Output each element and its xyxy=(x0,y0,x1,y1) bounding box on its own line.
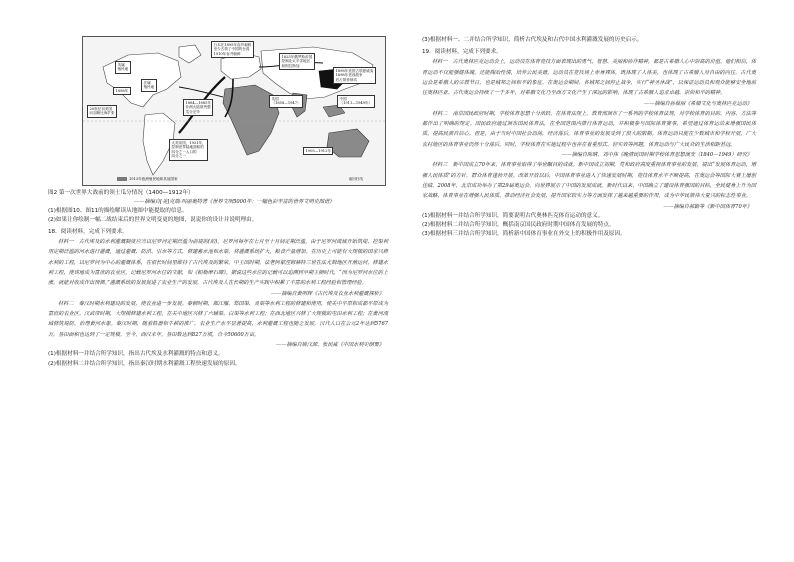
figure-caption: 图2 第一次世界大战前的领土瓜分情况（1400—1912年） xyxy=(48,190,194,196)
africa-note: 1884—1885年 非洲大陆被列强 瓜分完毕 xyxy=(183,99,213,116)
legend-swatch xyxy=(117,177,127,181)
legend-label: 1913年欧洲殖民地和其他国家 xyxy=(129,177,178,181)
empire-note: 大英帝国，1921年， 控制世界陆地面积的 四分之一人口的 四分之一 xyxy=(169,139,208,161)
q19-material-2: 材料二 南京国民政府时期，学校体育思想十分活跃，在体育法规上，教育部颁布了一系列的学校体育法规，对学校体育的目的、内容、方法等都作出了明确的规定。国民政府通过颁布国民体育法，在全国范围内推行体育运动，并积极参与国际体育赛事，希望通过体育运动来增强国民体质，提高民族自信心。但是，由于当时中国社会动荡，经济落后，体育事业的发展受到了很大的限制。体育运动只能在少数城市和学校开展，广大农村地区的体育事业仍然十分落后。同时，学校体育在实施过程中也存在着重形式、轻实效等问题，体育运动与广大民众的生活相距甚远。 xyxy=(422,110,756,148)
figure-source: ——摘编自[美]克瑞·玛丽奥特著《世界文明5000年：一幅色彩丰富的世界文明史图谱》 xyxy=(134,199,335,205)
question-18-heading: 18．阅读材料，完成下列要求。 xyxy=(48,228,128,235)
question-19-2: (2)根据材料二并结合所学知识，概括南京国民政府时期中国体育发展的特点。 xyxy=(422,222,615,229)
tropic-label: 南回归线 xyxy=(348,177,363,181)
french-colony-label: 法属 殖民地 xyxy=(141,79,157,92)
us-note: 1898年美国占领夏威夷 1898年美西战争 后占领菲律宾 xyxy=(333,67,376,84)
question-19-3: (3)根据材料三并结合所学知识，简析新中国体育事业在外交上的积极作用及原因。 xyxy=(422,231,626,238)
world-map-figure xyxy=(82,36,386,186)
q19-material-1: 材料一 古代奥林匹克运动会上，运动员在体育竞技方面表现出的勇气、智慧、美丽和协作精神，都是古希腊人心中崇高的价值。他们相信，体育运动不仅能强健体魄，还能陶冶性情，培养公民美德。运动员在竞技场上赤身裸体，既体现了人体美，也体现了古希腊人对自由的向往。古代奥运会是希腊人的宗教节日，也是城邦之间和平的象征。在奥运会期间，各城邦之间停止战争，实行“神圣休战”，以保证运动员和观众能够安全地前往奥林匹亚。古代奥运会持续了一千多年，对希腊文化乃至西方文化产生了深远的影响，体现了古希腊人追求卓越、崇尚和平的精神。 xyxy=(422,59,756,97)
world-map-graphic xyxy=(83,37,385,185)
q18-material-1-source: ——摘编自黄明辉《古代埃及农业水利灌溉探析》 xyxy=(270,290,384,297)
russia-note: 1825年俄罗斯帝国 控制北太平洋地区 和阿拉斯加 xyxy=(279,53,315,70)
latin-america-note: 20世纪初美国 向加勒比海扩张 xyxy=(87,105,117,118)
q18-material-2: 材料二 秦汉时期水利建设的发展，使农业进一步发展。秦朝时期，都江堰、郑国渠、灵渠等水利工程的修建和使用，使关中平原和成都平原成为富庶的农业区。汉武帝时期，大规模修建水利工程，在关中地区兴修了六辅渠、白渠等水利工程；在西北地区兴修了大规模的屯田水利工程；在黄河流域修筑堤防，治理黄河水患。秦汉时期，随着铁器和牛耕的推广，农业生产水平显著提高，水利灌溉工程也随之发展，汉代人口在公元2年达到5767万，垦田面积也达到了一定规模。至今，西汉末年，垦田数达到827万顷，合今50600万亩。 xyxy=(48,300,388,338)
japan-note: 日本在1895年吞并朝鲜 至少占领了中国的台湾 1910年吞并朝鲜 xyxy=(211,41,254,58)
q19-material-1-source: ——摘编自孙葆丽《希腊文化与奥林匹克运动》 xyxy=(644,100,752,107)
question-18-3: (3)根据材料一、二并结合所学知识，简析古代埃及和古代中国水利灌溉发展的历史启示。 xyxy=(422,37,643,43)
british-colony-label: 英属 殖民地 xyxy=(115,61,131,74)
question-18-1: (1)根据材料一并结合所学知识，指出古代埃及水利灌溉的特点和意义。 xyxy=(48,351,224,358)
question-17-2: (2)如果让你绘制一幅二战结束后的世界文明变更的地图，说说你的设计并说明理由。 xyxy=(48,216,258,223)
year-label: 1898年 xyxy=(113,87,131,95)
question-19-1: (1)根据材料一并结合所学知识，简要说明古代奥林匹克体育运动的意义。 xyxy=(422,212,604,219)
india-note: 英国 （1858—1947） xyxy=(269,95,303,108)
ottoman-note: 1905—1912年 xyxy=(303,147,333,155)
q19-material-3: 材料三 新中国成立70年来，体育事业取得了举世瞩目的成就。新中国成立初期，党和政府高度重视体育事业的发展，提出“发展体育运动，增强人民体质”的方针，群众体育蓬勃开展。改革开放以后，中国体育事业进入了快速发展时期，竞技体育水平不断提高，在奥运会等国际大赛上屡创佳绩。2008年，北京成功举办了第29届奥运会，向世界展示了中国的发展成就。新时代以来，中国确立了建设体育强国的目标，全民健身上升为国家战略，体育事业在增强人民体质、推动经济社会发展、提升国家软实力等方面发挥了越来越重要的作用，成为中华民族伟大复兴的标志性事业。 xyxy=(422,162,756,200)
question-18-2: (2)根据材料二并结合所学知识，指出秦汉时期水利灌溉工程快速发展的原因。 xyxy=(48,360,241,367)
question-17-1: (1)根据图10、图11的描绘解读从地图中能提取的信息。 xyxy=(48,207,188,214)
q18-material-1: 材料一 古代埃及的水利灌溉制度应当以尼罗河定期泛滥为前提的(的)，尼罗河每年在七月至十月间定期泛滥，由于尼罗河流域开始筑堤、挖渠利用定期泛滥的河水进行灌溉，通过灌溉、防洪、引水等方式，修建蓄水池和水渠，将灌溉系统扩大，粮食产量增加。在历史上可能有大规模的国家兴修水利的工程，以尼罗河为中心的灌溉体系，在很长时间里维持了古代埃及的繁荣。中王国时期，法老阿蒙涅姆赫特三世在法尤姆地区开凿运河，修建水利工程，使该地成为富庶的农业区。记载尼罗河水位的文献，如《帕勒摩石碑》。据说这些水位的记载可以追溯到早期王朝时代，“因为尼罗河水位的上涨，就能对收成作出预测。”灌溉系统的发展促进了农业生产的发展，古代埃及人在长期的生产实践中积累了丰富的水利工程经验和管理经验。 xyxy=(48,239,388,287)
q19-material-2-source: ——摘编自陈晴、刘中伟《晚清民国时期学校体育思想演变（1840—1949）研究》 xyxy=(561,152,752,159)
left-column xyxy=(48,36,388,369)
question-19-heading: 19．阅读材料，完成下列要求。 xyxy=(422,49,502,56)
q19-material-3-source: ——摘编自郝勤等《新中国体育70年》 xyxy=(663,203,752,210)
right-column xyxy=(422,36,756,239)
china-note: 中国 （1911—1949年） xyxy=(337,95,375,108)
map-legend xyxy=(117,177,178,182)
q18-material-2-source: ——摘编自姚汉源、张民威《中国水利史纲要》 xyxy=(276,342,384,349)
